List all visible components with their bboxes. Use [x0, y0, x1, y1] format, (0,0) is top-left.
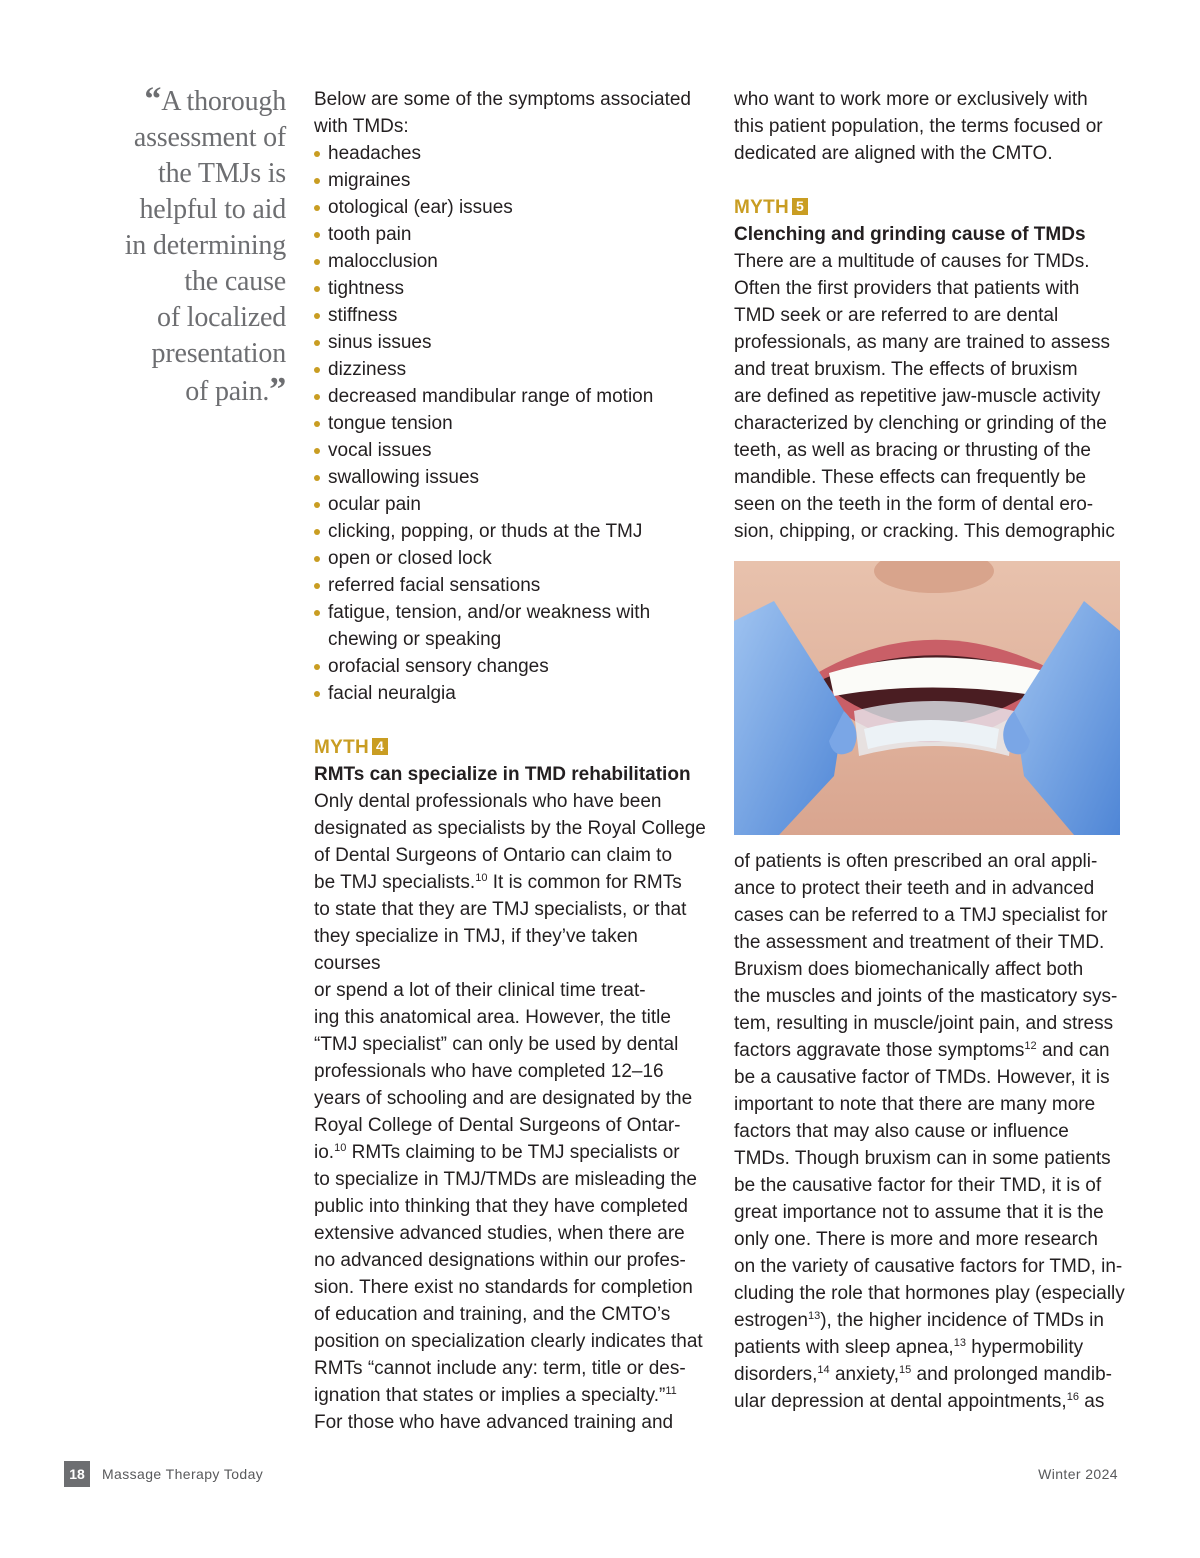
- bullet-icon: [314, 448, 320, 454]
- body-line: TMDs. Though bruxism can in some patients: [734, 1148, 1111, 1169]
- body-line: seen on the teeth in the form of dental ero-: [734, 494, 1094, 515]
- list-item: decreased mandibular range of motion: [314, 383, 706, 410]
- myth-5-title: Clenching and grinding cause of TMDs: [734, 224, 1086, 245]
- body-line: only one. There is more and more research: [734, 1229, 1098, 1250]
- bullet-icon: [314, 691, 320, 697]
- body-line: Only dental professionals who have been: [314, 791, 662, 812]
- list-item: referred facial sensations: [314, 572, 706, 599]
- citation: 12: [1024, 1040, 1037, 1052]
- list-item: tightness: [314, 275, 706, 302]
- bullet-icon: [314, 367, 320, 373]
- body-line: position on specialization clearly indicates that: [314, 1331, 703, 1352]
- body-line: characterized by clenching or grinding of the: [734, 413, 1107, 434]
- list-item: otological (ear) issues: [314, 194, 706, 221]
- symptoms-intro-line: with TMDs:: [314, 116, 409, 137]
- body-line: of education and training, and the CMTO’s: [314, 1304, 671, 1325]
- body-line: to specialize in TMJ/TMDs are misleading the: [314, 1169, 697, 1190]
- body-line: be TMJ specialists.$^{10}$ It is common for RMTs: [314, 872, 682, 893]
- body-line: extensive advanced studies, when there are: [314, 1223, 685, 1244]
- list-item: malocclusion: [314, 248, 706, 275]
- list-item: orofacial sensory changes: [314, 653, 706, 680]
- list-item: ocular pain: [314, 491, 706, 518]
- bullet-icon: [314, 232, 320, 238]
- body-line: important to note that there are many more: [734, 1094, 1096, 1115]
- list-item: vocal issues: [314, 437, 706, 464]
- myth-number-badge: 4: [372, 738, 388, 755]
- body-line: years of schooling and are designated by the: [314, 1088, 693, 1109]
- body-line: ular depression at dental appointments,$^{16}$ as: [734, 1391, 1105, 1412]
- body-line: of Dental Surgeons of Ontario can claim to: [314, 845, 673, 866]
- pull-quote-line: presentation: [151, 338, 286, 369]
- list-item: tooth pain: [314, 221, 706, 248]
- body-line: factors that may also cause or influence: [734, 1121, 1069, 1142]
- pull-quote-line: assessment of: [133, 122, 286, 153]
- body-line: public into thinking that they have completed: [314, 1196, 688, 1217]
- body-line: cases can be referred to a TMJ specialist for: [734, 905, 1108, 926]
- citation: 10: [334, 1142, 347, 1154]
- bullet-icon: [314, 286, 320, 292]
- body-line: sion. There exist no standards for completion: [314, 1277, 693, 1298]
- open-quote-mark: “: [144, 81, 162, 118]
- myth-5-heading: MYTH 5: [734, 194, 1126, 221]
- page-number: 18: [64, 1461, 90, 1487]
- body-line: professionals, as many are trained to assess: [734, 332, 1110, 353]
- body-line: the assessment and treatment of their TMD.: [734, 932, 1105, 953]
- bullet-icon: [314, 583, 320, 589]
- body-line: tem, resulting in muscle/joint pain, and stress: [734, 1013, 1114, 1034]
- body-line: ignation that states or implies a specialty.”$^{11}$: [314, 1385, 677, 1406]
- pull-quote-line: the cause: [184, 266, 286, 297]
- body-line: ance to protect their teeth and in advanced: [734, 878, 1095, 899]
- body-line: they specialize in TMJ, if they’ve taken courses: [314, 926, 638, 974]
- body-line: to state that they are TMJ specialists, or that: [314, 899, 687, 920]
- body-line: designated as specialists by the Royal College: [314, 818, 706, 839]
- publication-name: Massage Therapy Today: [102, 1466, 264, 1482]
- body-line: ing this anatomical area. However, the title: [314, 1007, 671, 1028]
- myth-4-heading: MYTH 4: [314, 734, 706, 761]
- myth-4-title: RMTs can specialize in TMD rehabilitation: [314, 764, 691, 785]
- body-line: Bruxism does biomechanically affect both: [734, 959, 1084, 980]
- citation: 10: [475, 872, 488, 884]
- body-line: of patients is often prescribed an oral appli-: [734, 851, 1098, 872]
- citation: 14: [817, 1364, 830, 1376]
- issue-label: Winter 2024: [1038, 1466, 1118, 1482]
- body-line: disorders,$^{14}$ anxiety,$^{15}$ and prolonged mandib-: [734, 1364, 1112, 1385]
- body-line: dedicated are aligned with the CMTO.: [734, 143, 1053, 164]
- pull-quote-line: of localized: [157, 302, 286, 333]
- list-item: facial neuralgia: [314, 680, 706, 707]
- list-item: open or closed lock: [314, 545, 706, 572]
- body-line: on the variety of causative factors for TMD, in-: [734, 1256, 1123, 1277]
- bullet-icon: [314, 151, 320, 157]
- citation: 15: [899, 1364, 912, 1376]
- bullet-icon: [314, 529, 320, 535]
- dental-appliance-photo: [734, 561, 1120, 835]
- bullet-icon: [314, 313, 320, 319]
- body-line: Often the first providers that patients with: [734, 278, 1080, 299]
- right-column: [734, 86, 1126, 1415]
- pull-quote-line: the TMJs is: [158, 158, 286, 189]
- body-line: and treat bruxism. The effects of bruxism: [734, 359, 1078, 380]
- list-item: clicking, popping, or thuds at the TMJ: [314, 518, 706, 545]
- bullet-icon: [314, 205, 320, 211]
- citation: 16: [1066, 1391, 1079, 1403]
- body-line: be the causative factor for their TMD, it is of: [734, 1175, 1102, 1196]
- body-line: the muscles and joints of the masticatory sys-: [734, 986, 1118, 1007]
- list-item: fatigue, tension, and/or weakness with: [314, 599, 706, 626]
- page-footer: [64, 1461, 1118, 1487]
- pull-quote-line: “A thorough: [144, 81, 286, 118]
- citation: 13: [953, 1337, 966, 1349]
- bullet-icon: [314, 502, 320, 508]
- body-line: TMD seek or are referred to are dental: [734, 305, 1059, 326]
- list-item: tongue tension: [314, 410, 706, 437]
- body-line: cluding the role that hormones play (especially: [734, 1283, 1125, 1304]
- list-item: dizziness: [314, 356, 706, 383]
- pull-quote-line: helpful to aid: [139, 194, 286, 225]
- myth-number-badge: 5: [792, 198, 808, 215]
- body-line: no advanced designations within our profes-: [314, 1250, 686, 1271]
- body-line: factors aggravate those symptoms$^{12}$ and can: [734, 1040, 1110, 1061]
- citation: 11: [665, 1385, 677, 1397]
- body-line: sion, chipping, or cracking. This demographic: [734, 521, 1115, 542]
- body-line: Royal College of Dental Surgeons of Ontar-: [314, 1115, 681, 1136]
- body-line: estrogen$^{13}$), the higher incidence of TMDs in: [734, 1310, 1104, 1331]
- bullet-icon: [314, 178, 320, 184]
- list-item: sinus issues: [314, 329, 706, 356]
- body-line: mandible. These effects can frequently be: [734, 467, 1087, 488]
- body-line: are defined as repetitive jaw-muscle activity: [734, 386, 1101, 407]
- body-line: “TMJ specialist” can only be used by dental: [314, 1034, 679, 1055]
- body-line: patients with sleep apnea,$^{13}$ hypermobility: [734, 1337, 1084, 1358]
- body-line: There are a multitude of causes for TMDs.: [734, 251, 1090, 272]
- list-item: migraines: [314, 167, 706, 194]
- body-line: who want to work more or exclusively with: [734, 89, 1088, 110]
- body-line: great importance not to assume that it is the: [734, 1202, 1104, 1223]
- body-line: RMTs “cannot include any: term, title or des-: [314, 1358, 686, 1379]
- body-line: For those who have advanced training and: [314, 1412, 674, 1433]
- bullet-icon: [314, 610, 320, 616]
- body-line: be a causative factor of TMDs. However, it is: [734, 1067, 1110, 1088]
- middle-column: [314, 86, 706, 1436]
- body-line: or spend a lot of their clinical time treat-: [314, 980, 646, 1001]
- bullet-icon: [314, 259, 320, 265]
- bullet-icon: [314, 340, 320, 346]
- bullet-icon: [314, 394, 320, 400]
- bullet-icon: [314, 664, 320, 670]
- bullet-icon: [314, 556, 320, 562]
- symptoms-intro-line: Below are some of the symptoms associated: [314, 89, 692, 110]
- pull-quote-line: in determining: [124, 230, 286, 261]
- pull-quote: [100, 82, 286, 410]
- list-item-continuation: chewing or speaking: [328, 629, 502, 650]
- list-item: headaches: [314, 140, 706, 167]
- list-item: stiffness: [314, 302, 706, 329]
- symptoms-list: [314, 140, 706, 707]
- bullet-icon: [314, 475, 320, 481]
- body-line: professionals who have completed 12–16: [314, 1061, 664, 1082]
- pull-quote-line: of pain.”: [185, 371, 286, 408]
- list-item: swallowing issues: [314, 464, 706, 491]
- close-quote-mark: ”: [269, 371, 286, 408]
- citation: 13: [807, 1310, 821, 1322]
- bullet-icon: [314, 421, 320, 427]
- body-line: teeth, as well as bracing or thrusting of the: [734, 440, 1091, 461]
- body-line: this patient population, the terms focused or: [734, 116, 1103, 137]
- body-line: io.$^{10}$ RMTs claiming to be TMJ specialists or: [314, 1142, 680, 1163]
